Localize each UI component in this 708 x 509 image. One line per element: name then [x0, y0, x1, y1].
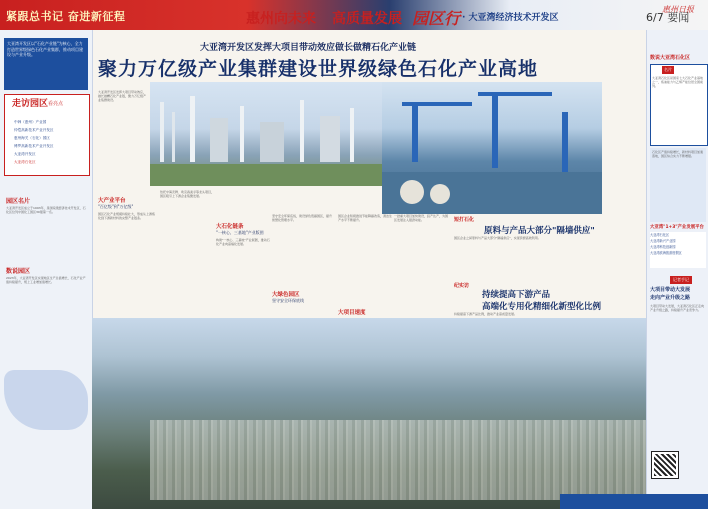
article-subtitle: 大亚湾开发区发挥大项目带动效应做长做精石化产业链	[200, 43, 417, 53]
stats-text: 石化区产值持续增长，新材料项目加速落地，园区综合实力不断增强。	[652, 150, 704, 159]
visit-item[interactable]: 中韩（惠州）产业园	[14, 120, 47, 124]
page-number: 6/7 要闻	[646, 11, 690, 24]
section-1-heading: 大产业平台	[98, 198, 126, 204]
section-2-subheading: "一核心、三基地"产业版图	[216, 230, 264, 235]
interview-2-text: 持续提高下游产品比例，推动产业高质量发展。	[454, 312, 518, 316]
section-2-heading: 大石化链条	[216, 224, 244, 230]
port-photo	[382, 82, 602, 214]
lead-paragraph: 大亚湾开发区发挥大项目带动效应，做长做精石化产业链，聚力万亿级产业集群建设。	[98, 90, 147, 103]
aerial-city-texture	[150, 420, 690, 500]
slogan-part-2: 高质量发展	[332, 11, 402, 27]
reporter-note-text: 大项目带动大发展，大亚湾石化区正走向产业升级之路，持续提升产业竞争力。	[650, 304, 705, 313]
interview-1-text: 园区企业之间原料与产品大部分"隔墙供应"，实现资源高效利用。	[454, 236, 541, 240]
column-brand: 园区行	[412, 9, 461, 28]
park-data-text: 2023年，大亚湾开发区实现地区生产总值增长，石化产业产值持续提升，规上工业增加值增长。	[6, 276, 86, 285]
platform-item[interactable]: 大亚湾科技创新园	[650, 245, 676, 249]
reporter-note-tag: 记者手记	[670, 276, 692, 284]
right-card-label: 名片	[664, 67, 672, 72]
refinery-photo	[150, 82, 382, 186]
visit-item[interactable]: 大亚湾开发区	[14, 152, 36, 156]
platform-title: 大亚湾"1+3"产业发展平台	[650, 225, 704, 230]
interview-2-headline-line2: 高端化专用化精细化新型化比例	[482, 302, 602, 312]
visit-item[interactable]: 惠州海关（石化）园区	[14, 136, 50, 140]
section-3-heading: 大绿色园区	[272, 292, 300, 298]
column-text-6: 一批重大项目加快建设，投产达产，为园区发展注入强劲动能。	[394, 214, 449, 223]
slogan-part-1: 惠州向未来	[246, 11, 316, 27]
platform-item[interactable]: 大亚湾新兴产业园	[650, 239, 676, 243]
park-card-label: 园区名片	[6, 198, 31, 205]
newspaper-logo: 惠州日报	[662, 5, 694, 14]
footer-bar	[560, 494, 708, 509]
intro-box: 大亚湾开发区以"石化产业链"为核心，全力打造世界级绿色石化产业集群，推动项目建设与产业升级。	[4, 38, 88, 90]
section-3-subheading: 坚守安全环保底线	[272, 298, 304, 303]
platform-item[interactable]: 大亚湾滨海旅游度假区	[650, 251, 682, 255]
visit-item-current[interactable]: 大亚湾石化区	[14, 160, 36, 164]
section-1-text: 园区石化产业规模持续壮大，形成从上游炼化到下游新材料的完整产业链条。	[98, 212, 156, 221]
port-cranes-graphic	[382, 82, 602, 214]
column-text-2: 依托中海壳牌、埃克森美孚等龙头项目，园区吸引上下游企业集聚发展。	[160, 190, 214, 199]
campaign-slogan: 紧跟总书记 奋进新征程	[6, 10, 126, 23]
qr-code-icon[interactable]	[652, 452, 678, 478]
platform-item[interactable]: 大亚湾石化区	[650, 233, 670, 237]
right-card-text: 大亚湾石化区是国家七大石化产业基地之一，炼油能力与乙烯产能位居全国前列。	[652, 76, 704, 89]
column-text-5: 园区企业积极推进节能降碳改造，清洁生产水平不断提升。	[338, 214, 392, 223]
interview-2-headline-line1: 持续提高下游产品	[482, 290, 551, 300]
interview-1-label: 短打石化	[454, 217, 475, 223]
refinery-towers-graphic	[150, 82, 382, 186]
park-card-text: 大亚湾开发区成立于1993年，是国家级经济技术开发区，石化区位列中国化工园区30强第一名。	[6, 206, 86, 215]
section-2-text: 构建"一核心、三基地"产业版图，推动石化产业向高端化发展。	[216, 238, 270, 247]
column-text-4: 坚守安全环保底线，建设绿色低碳园区，提升智慧化管理水平。	[272, 214, 333, 223]
visit-park-sub: 看亮点	[48, 101, 64, 107]
park-data-label: 数说园区	[6, 268, 31, 275]
visit-item[interactable]: 博罗高新技术产业开发区	[14, 144, 54, 148]
platform-list	[650, 232, 706, 268]
section-1-subheading: "百亿级"到"万亿级"	[98, 204, 134, 209]
interview-1-headline: 原料与产品大部分"隔墙供应"	[484, 226, 595, 236]
right-sidebar-title: 数说大亚湾石化区	[650, 55, 691, 61]
reporter-note-headline-2: 走向产业升级之路	[650, 295, 691, 301]
visit-park-title: 走访园区	[12, 99, 49, 109]
column-brand-subtitle: · 大亚湾经济技术开发区	[462, 13, 559, 23]
reporter-note-headline-1: 大项目带动大发展	[650, 287, 691, 293]
interview-2-label: 纪实访	[454, 283, 470, 289]
article-headline: 聚力万亿级产业集群建设世界级绿色石化产业高地	[98, 58, 539, 80]
section-4-heading: 大项目速度	[338, 310, 366, 316]
visit-item[interactable]: 仲恺高新技术产业开发区	[14, 128, 54, 132]
